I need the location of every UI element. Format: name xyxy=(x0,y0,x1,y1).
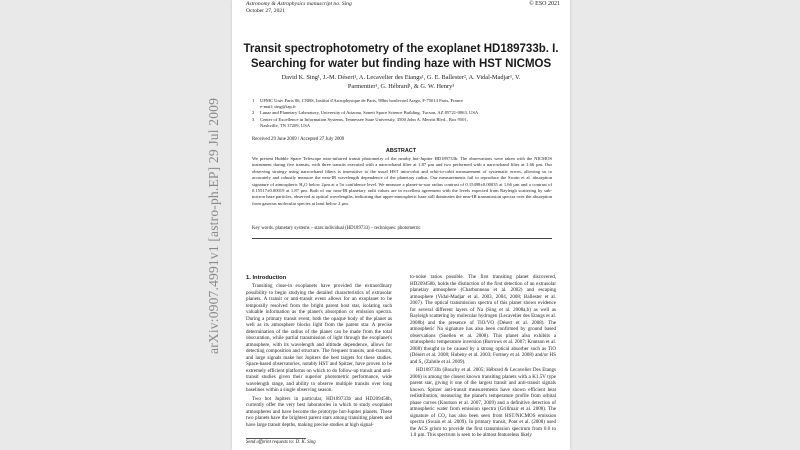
authors-line-1: David K. Sing¹, J.-M. Désert¹, A. Lecavelier des Etangs¹, G. E. Ballester², A. Vidal-Madjar¹, V. xyxy=(281,74,521,81)
manuscript-date: October 27, 2021 xyxy=(246,8,285,14)
divider xyxy=(252,238,552,239)
authors-line-2: Parmentier¹, G. Hébrard¹, & G. W. Henry³ xyxy=(347,82,455,90)
paragraph: to-noise ratios possible. The first transiting planet discovered, HD209458b, holds the distinction of the first detection of an extrasolar planetary atmosphere (Charbonneau et al. 2002) and escaping atmosphere (Vidal-Madjar et al. 2003, 2004, 2008; Ballester et al. 2007). The optical transmission spectra of this planet shows evidence for several different layers of Na (Sing et al. 2008a,b) as well as Rayleigh scattering by molecular hydrogen (Lecavelier des Etangs et al. 2008b) and the presence of TiO/VO (Désert et al. 2008). The atmospheric Na signature has also been confirmed by ground based observations (Snellen et al. 2008). This planet also exhibits a stratospheric temperature inversion (Burrows et al. 2007; Knutson et al. 2008) thought to be caused by a strong optical absorber such as TiO (Désert et al. 2008; Hubeny et al. 2003; Fortney et al. 2008) and/or HS and S₂ (Zahnle et al. 2009). xyxy=(410,274,556,365)
paragraph: HD189733b (Bouchy et al. 2005; Hébrard & Lecavelier Des Etangs 2006) is among the closest known transiting planets with a K1.5V type parent star, giving it one of the largest transit and anti-transit signals known. Spitzer anti-transit measurements have shown efficient heat redistribution, measuring the planet's temperature profile from orbital phase curves (Knutson et al. 2007, 2009) and a definitive detection of atmospheric water from emission spectra (Grillmair et al. 2008). The signature of CO₂ has also been seen from HST/NICMOS emission spectra (Swain et al. 2009). In primary transit, Pont et al. (2008) used the ACS grism to provide the first transmission spectrum from 0.6 to 1.0 µm. This spectrum is seen to be almost featureless likely xyxy=(410,367,556,438)
affiliation: Nashville, TN 37209, USA xyxy=(260,122,311,128)
footnote-divider xyxy=(246,438,306,439)
received-accepted-dates: Received 29 June 2009 / Accepted 27 July 2009 xyxy=(252,137,345,142)
paragraph: Two hot Jupiters in particular, HD189733b and HD209458b, currently offer the very best laboratories in which to study exoplanet atmospheres and have become the prototype hot-Jupiter planets. These two planets have the brightest parent stars among transiting planets and have large transit depths, making precise studies at high signal- xyxy=(246,395,392,428)
keywords: Key words. planetary systems – stars:individual (HD189733) – techniques: photometric xyxy=(252,226,421,231)
abstract-text: We present Hubble Space Telescope near-infrared transit photometry of the nearby hot-Jupiter HD189733b. The observations were taken with the NICMOS instrument during five transits, with three transits executed with a narrowband filter at 1.87 µm and two performed with a narrowband filter at 1.66 µm. Our observing strategy using narrowband filters is insensitive to the usual HST intra-orbit and orbit-to-orbit measurement of systematic errors, allowing us to accurately and robustly measure the near-IR wavelength dependence of the planetary radius. Our measurements fail to reproduce the Swain et al. absorption signature of atmospheric H₂O below 2µm at a 5σ confidence level. We measure a planet-to-star radius contrast of 0.15498±0.00035 at 1.66 µm and a contrast of 0.15517±0.00019 at 1.87 µm. Both of our near-IR planetary radii values are in excellent agreement with the levels expected from Rayleigh scattering by sub-micron haze particles, observed at optical wavelengths, indicating that upper-atmospheric haze still dominates the near-IR transmission spectra over the absorption from gaseous molecular species at least below 2 µm. xyxy=(252,156,552,206)
paper-title xyxy=(242,42,560,72)
title-line-1: Transit spectrophotometry of the exoplanet HD189733b. I. xyxy=(243,43,559,55)
arxiv-identifier: arXiv:0907.4991v1 [astro-ph.EP] 29 Jul 2009 xyxy=(206,97,221,354)
left-column xyxy=(246,283,392,428)
section-heading: 1. Introduction xyxy=(246,275,287,281)
email-link[interactable]: e-mail: sing@iap.fr xyxy=(260,104,296,110)
paper-page xyxy=(232,0,570,450)
title-line-2: Searching for water but finding haze with HST NICMOS xyxy=(250,58,552,70)
abstract-heading: ABSTRACT xyxy=(385,148,417,154)
right-column xyxy=(410,274,556,439)
copyright-notice: © ESO 2021 xyxy=(529,1,560,7)
affiliation: 1 UPMC Univ Paris 06, CNRS, Institut d'Astrophysique de Paris, 98bis boulevard Arago, F-75014 Paris, France xyxy=(252,98,464,103)
footnote: Send offprint requests to: D. K. Sing xyxy=(246,440,316,445)
affiliation: 3 Center of Excellence in Information Systems, Tennessee State University, 3500 John A. Merritt Blvd., Box 9501, xyxy=(252,116,468,122)
arxiv-stamp xyxy=(200,40,236,400)
paragraph: Transiting close-in exoplanets have provided the extraordinary possibility to begin studying the detailed characteristics of extrasolar planets. A transit or anti-transit event allows for an exoplanet to be temporally resolved from the bright parent host star, isolating such valuable information as the planet's absorption or emission spectra. During a primary transit event, both the opaque body of the planet as well as its atmosphere blocks light from the parent star. A precise determination of the radius of the planet can be made from the total obscuration, while partial transmission of light through the exoplanet's atmosphere, with its wavelength and altitude dependence, allows for detecting composition and structure. The frequent transits, anti-transits, and large signals make hot Jupiters the best targets for these studies. Space-based observatories, notably HST and Spitzer, have proven to be extremely efficient platforms on which to do follow-up transit and anti-transit studies given their superior photometric performance, wide wavelength range, and ability to observe multiple transits over long baselines within a single observing season. xyxy=(246,283,392,393)
affiliation: 2 Lunar and Planetary Laboratory, University of Arizona, Sonett Space Science Building, Tucson, AZ 85721-0063, USA xyxy=(252,110,479,116)
affiliations xyxy=(252,98,552,129)
author-list xyxy=(250,74,552,91)
journal-header: Astronomy & Astrophysics manuscript no. Sing xyxy=(246,1,352,7)
